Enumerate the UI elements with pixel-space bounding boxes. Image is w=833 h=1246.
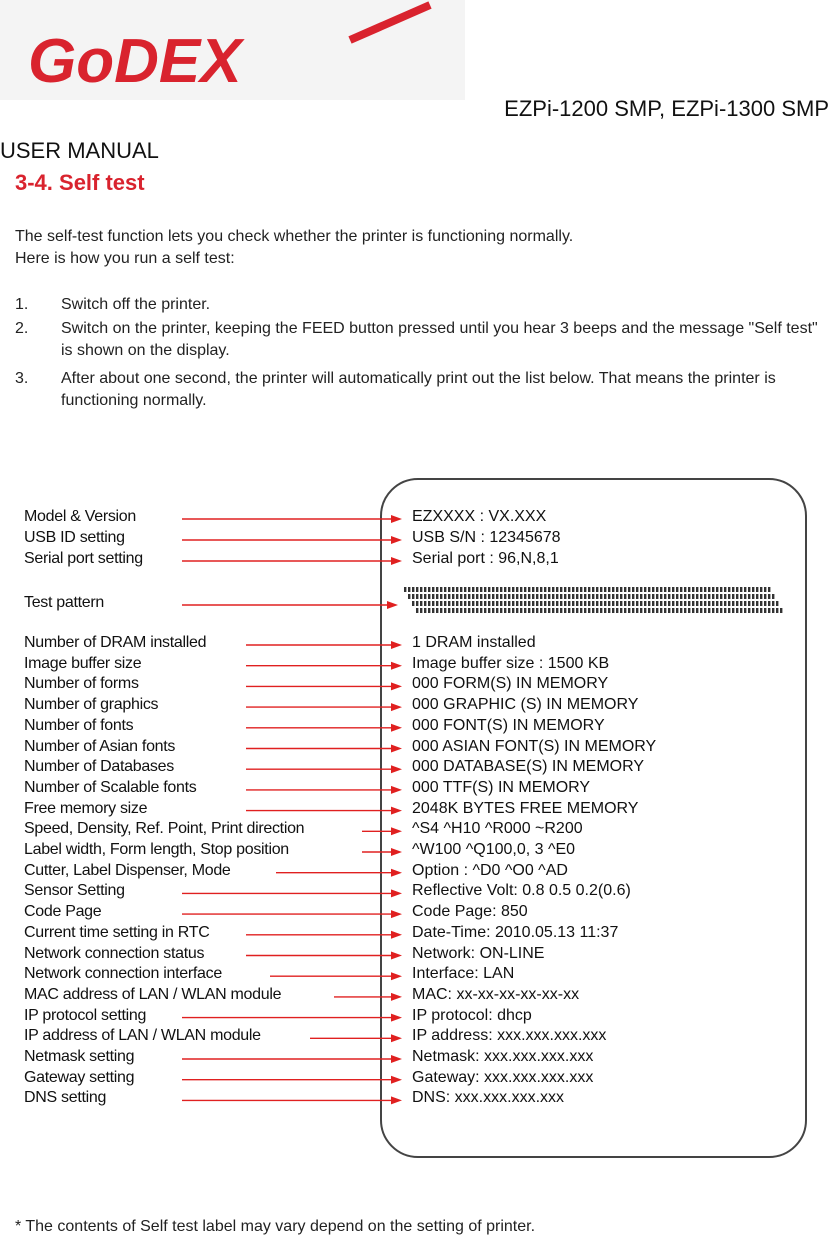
step-text: Switch on the printer, keeping the FEED button pressed until you hear 3 beeps and the message "Self test" is shown on the display.: [61, 320, 818, 359]
setting-label: Number of forms: [24, 675, 139, 693]
setting-value: ^W100 ^Q100,0, 3 ^E0: [412, 841, 576, 858]
setting-label: Number of DRAM installed: [24, 634, 207, 651]
pointer-arrow-head: [391, 1096, 402, 1104]
setting-value: 000 FORM(S) IN MEMORY: [412, 675, 609, 693]
footnote: * The contents of Self test label may vary depend on the setting of printer.: [15, 1218, 536, 1235]
pointer-arrow-head: [391, 1034, 402, 1042]
test-pattern: [400, 585, 790, 617]
pointer-arrow-head: [391, 703, 402, 711]
step-number: 2.: [15, 320, 29, 337]
setting-value: Network: ON-LINE: [412, 944, 545, 962]
step-number: 3.: [15, 370, 29, 387]
setting-label: Number of Databases: [24, 758, 174, 776]
test-pattern-row: [412, 601, 778, 606]
pointer-arrow-head: [391, 641, 402, 649]
setting-label: Number of Asian fonts: [24, 737, 176, 755]
setting-value: Netmask: xxx.xxx.xxx.xxx: [412, 1048, 594, 1065]
setting-label: MAC address of LAN / WLAN module: [24, 985, 282, 1003]
logo-wordmark: GoDEX: [28, 27, 242, 96]
setting-value: MAC: xx-xx-xx-xx-xx-xx: [412, 985, 580, 1003]
document-title: USER MANUAL: [0, 138, 159, 163]
pointer-arrow-head: [391, 972, 402, 980]
setting-label: Current time setting in RTC: [24, 923, 210, 941]
pointer-arrow-head: [391, 993, 402, 1001]
setting-label: Network connection interface: [24, 965, 222, 983]
setting-label: Number of fonts: [24, 716, 134, 734]
setting-label: Test pattern: [24, 594, 105, 611]
setting-label: Netmask setting: [24, 1048, 135, 1065]
pointer-arrow-head: [391, 557, 402, 565]
setting-value: EZXXXX : VX.XXX: [412, 508, 547, 525]
setting-value: 1 DRAM installed: [412, 634, 536, 651]
step-text: After about one second, the printer will automatically print out the list below. That means the printer is functioning normally.: [61, 370, 776, 409]
pointer-arrow-head: [391, 536, 402, 544]
test-pattern-row: [416, 608, 782, 613]
setting-label: DNS setting: [24, 1089, 107, 1107]
setting-label: USB ID setting: [24, 529, 125, 546]
setting-value: 000 GRAPHIC (S) IN MEMORY: [412, 696, 639, 714]
setting-value: 000 DATABASE(S) IN MEMORY: [412, 758, 645, 776]
pointer-arrow-head: [391, 910, 402, 918]
setting-value: IP address: xxx.xxx.xxx.xxx: [412, 1027, 607, 1045]
setting-value: Interface: LAN: [412, 965, 515, 983]
setting-label: IP protocol setting: [24, 1006, 147, 1024]
setting-label: IP address of LAN / WLAN module: [24, 1027, 261, 1045]
pointer-arrow-head: [391, 515, 402, 523]
pointer-arrow-head: [391, 1076, 402, 1084]
pointer-arrow-head: [391, 745, 402, 753]
pointer-arrow-head: [387, 601, 398, 609]
setting-label: Image buffer size: [24, 654, 142, 672]
setting-value: Serial port : 96,N,8,1: [412, 550, 559, 567]
pointer-arrow-head: [391, 1014, 402, 1022]
setting-value: USB S/N : 12345678: [412, 529, 561, 546]
pointer-arrow-head: [391, 807, 402, 815]
setting-label: Speed, Density, Ref. Point, Print direction: [24, 820, 305, 838]
intro-line-2: Here is how you run a self test:: [15, 250, 235, 267]
setting-value: 000 FONT(S) IN MEMORY: [412, 716, 605, 734]
step-text: Switch off the printer.: [61, 296, 211, 313]
setting-value: 2048K BYTES FREE MEMORY: [412, 799, 639, 817]
pointer-arrow-head: [391, 662, 402, 670]
setting-label: Cutter, Label Dispenser, Mode: [24, 861, 231, 879]
pointer-arrow-head: [391, 869, 402, 877]
pointer-arrow-head: [391, 724, 402, 732]
setting-label: Label width, Form length, Stop position: [24, 841, 289, 858]
setting-value: Gateway: xxx.xxx.xxx.xxx: [412, 1068, 594, 1086]
setting-label: Network connection status: [24, 944, 205, 962]
setting-label: Sensor Setting: [24, 882, 125, 900]
test-pattern-row: [404, 587, 770, 592]
product-name: EZPi-1200 SMP, EZPi-1300 SMP: [504, 96, 829, 121]
pointer-arrow-head: [391, 889, 402, 897]
setting-value: Option : ^D0 ^O0 ^AD: [412, 861, 568, 879]
setting-label: Code Page: [24, 903, 102, 921]
setting-value: IP protocol: dhcp: [412, 1006, 532, 1024]
setting-value: Date-Time: 2010.05.13 11:37: [412, 923, 619, 941]
setting-value: 000 ASIAN FONT(S) IN MEMORY: [412, 737, 657, 755]
setting-value: DNS: xxx.xxx.xxx.xxx: [412, 1089, 565, 1107]
setting-label: Number of Scalable fonts: [24, 778, 197, 796]
setting-value: Image buffer size : 1500 KB: [412, 654, 610, 672]
pointer-arrow-head: [391, 848, 402, 856]
setting-value: Code Page: 850: [412, 903, 528, 921]
setting-label: Gateway setting: [24, 1068, 135, 1086]
pointer-arrow-head: [391, 1055, 402, 1063]
setting-label: Number of graphics: [24, 696, 159, 714]
setting-value: ^S4 ^H10 ^R000 ~R200: [412, 820, 583, 838]
step-number: 1.: [15, 296, 29, 313]
pointer-arrow-head: [391, 765, 402, 773]
pointer-arrow-head: [391, 931, 402, 939]
pointer-arrow-head: [391, 786, 402, 794]
setting-label: Serial port setting: [24, 550, 143, 567]
section-title: 3-4. Self test: [15, 170, 145, 195]
setting-label: Model & Version: [24, 508, 137, 525]
intro-line-1: The self-test function lets you check whether the printer is functioning normally.: [15, 228, 574, 245]
pointer-arrow-head: [391, 682, 402, 690]
test-pattern-row: [408, 594, 774, 599]
pointer-arrow-head: [391, 827, 402, 835]
setting-label: Free memory size: [24, 799, 148, 817]
setting-value: 000 TTF(S) IN MEMORY: [412, 778, 591, 796]
setting-value: Reflective Volt: 0.8 0.5 0.2(0.6): [412, 882, 631, 900]
pointer-arrow-head: [391, 952, 402, 960]
